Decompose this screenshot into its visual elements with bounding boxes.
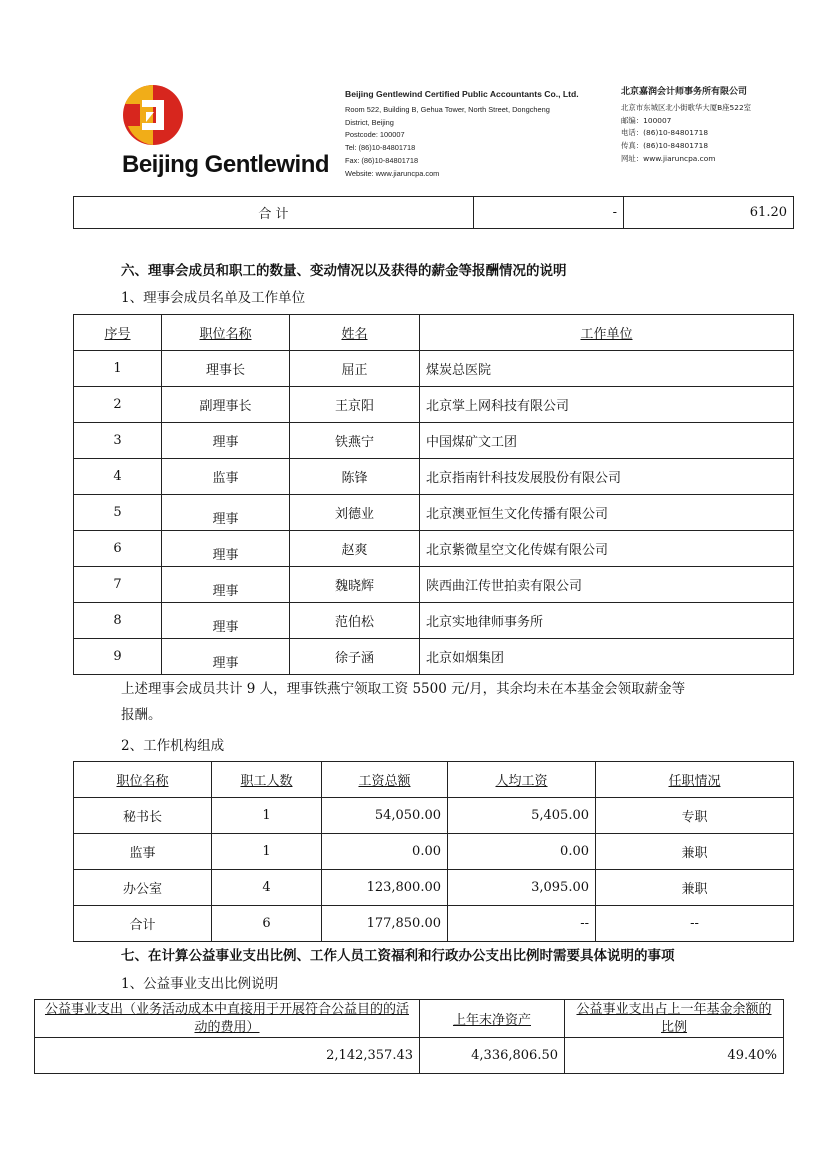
staff-position: 秘书长 — [74, 798, 212, 834]
firm-postcode-cn: 邮编：100007 — [621, 115, 672, 125]
staff-total: 123,800.00 — [322, 870, 448, 906]
board-position: 理事长 — [162, 351, 290, 387]
staff-status: 专职 — [596, 798, 794, 834]
staff-total: 54,050.00 — [322, 798, 448, 834]
board-employer: 陕西曲江传世拍卖有限公司 — [420, 567, 794, 603]
board-employer: 北京澳亚恒生文化传播有限公司 — [420, 495, 794, 531]
firm-logo-icon — [120, 82, 186, 148]
table-header-row — [74, 315, 794, 351]
table-row — [74, 531, 794, 567]
firm-website-cn: 网址：www.jiaruncpa.com — [621, 153, 716, 163]
table-row — [74, 906, 794, 942]
board-name: 赵爽 — [290, 531, 420, 567]
board-name: 范伯松 — [290, 603, 420, 639]
staff-count: 1 — [212, 834, 322, 870]
board-position: 理事 — [162, 639, 290, 675]
col-header-name: 姓名 — [290, 315, 420, 351]
board-name: 王京阳 — [290, 387, 420, 423]
board-position: 监事 — [162, 459, 290, 495]
board-note-line-2: 报酬。 — [121, 707, 162, 723]
section6-sub1: 1、理事会成员名单及工作单位 — [121, 290, 306, 306]
firm-name-en: Beijing Gentlewind Certified Public Accountants Co., Ltd. — [345, 89, 579, 99]
staff-position: 办公室 — [74, 870, 212, 906]
board-position: 理事 — [162, 531, 290, 567]
col-header-net-assets: 上年末净资产 — [420, 1000, 565, 1038]
col-header-position: 职位名称 — [162, 315, 290, 351]
board-employer: 北京如烟集团 — [420, 639, 794, 675]
total-value: 61.20 — [624, 197, 794, 229]
board-no: 1 — [74, 351, 162, 387]
firm-fax-cn: 传真：(86)10-84801718 — [621, 141, 709, 151]
firm-name-cn: 北京嘉润会计师事务所有限公司 — [621, 87, 748, 97]
board-no: 3 — [74, 423, 162, 459]
table-row — [74, 423, 794, 459]
table-row — [74, 639, 794, 675]
table-row — [74, 870, 794, 906]
section7-sub1: 1、公益事业支出比例说明 — [121, 976, 279, 992]
staff-status: 兼职 — [596, 834, 794, 870]
staff-count: 6 — [212, 906, 322, 942]
staff-total: 177,850.00 — [322, 906, 448, 942]
staff-table — [73, 761, 794, 942]
board-no: 8 — [74, 603, 162, 639]
board-name: 刘德业 — [290, 495, 420, 531]
col-header-position: 职位名称 — [74, 762, 212, 798]
firm-tel-en: Tel: (86)10-84801718 — [345, 143, 416, 153]
board-position: 理事 — [162, 423, 290, 459]
firm-tel-cn: 电话：(86)10-84801718 — [621, 128, 709, 138]
brand-name: Beijing Gentlewind — [122, 151, 330, 178]
table-row — [74, 495, 794, 531]
col-header-status: 任职情况 — [596, 762, 794, 798]
col-header-avg-salary: 人均工资 — [448, 762, 596, 798]
staff-avg: 3,095.00 — [448, 870, 596, 906]
staff-avg: 5,405.00 — [448, 798, 596, 834]
table-row — [35, 1038, 784, 1074]
col-header-no: 序号 — [74, 315, 162, 351]
board-employer: 煤炭总医院 — [420, 351, 794, 387]
board-no: 4 — [74, 459, 162, 495]
board-members-table — [73, 314, 794, 675]
total-label: 合 计 — [74, 197, 474, 229]
board-no: 5 — [74, 495, 162, 531]
col-header-total-salary: 工资总额 — [322, 762, 448, 798]
board-note — [121, 676, 793, 728]
board-position: 理事 — [162, 495, 290, 531]
table-row — [74, 567, 794, 603]
charity-expense-value: 2,142,357.43 — [35, 1038, 420, 1074]
section6-title: 六、理事会成员和职工的数量、变动情况以及获得的薪金等报酬情况的说明 — [121, 263, 567, 279]
board-name: 陈锋 — [290, 459, 420, 495]
staff-status: 兼职 — [596, 870, 794, 906]
table-header-row — [35, 1000, 784, 1038]
table-row — [74, 603, 794, 639]
table-row — [74, 459, 794, 495]
firm-postcode-en: Postcode: 100007 — [345, 130, 405, 140]
col-header-employer: 工作单位 — [420, 315, 794, 351]
firm-website-en: Website: www.jiaruncpa.com — [345, 168, 440, 178]
board-employer: 中国煤矿文工团 — [420, 423, 794, 459]
total-mid: - — [474, 197, 624, 229]
staff-count: 1 — [212, 798, 322, 834]
firm-info-english — [345, 88, 605, 181]
staff-status: -- — [596, 906, 794, 942]
table-row — [74, 387, 794, 423]
col-header-ratio: 公益事业支出占上一年基金余额的比例 — [565, 1000, 784, 1038]
board-position: 理事 — [162, 567, 290, 603]
table-row — [74, 834, 794, 870]
board-employer: 北京指南针科技发展股份有限公司 — [420, 459, 794, 495]
board-name: 魏晓辉 — [290, 567, 420, 603]
net-assets-value: 4,336,806.50 — [420, 1038, 565, 1074]
table-row — [74, 798, 794, 834]
staff-total: 0.00 — [322, 834, 448, 870]
staff-position: 合计 — [74, 906, 212, 942]
table-row — [74, 351, 794, 387]
board-no: 2 — [74, 387, 162, 423]
firm-address-en-1: Room 522, Building B, Gehua Tower, North Street, Dongcheng — [345, 104, 550, 114]
staff-count: 4 — [212, 870, 322, 906]
board-name: 屈正 — [290, 351, 420, 387]
firm-fax-en: Fax: (86)10-84801718 — [345, 155, 419, 165]
board-no: 9 — [74, 639, 162, 675]
board-employer: 北京实地律师事务所 — [420, 603, 794, 639]
board-no: 6 — [74, 531, 162, 567]
board-position: 副理事长 — [162, 387, 290, 423]
ratio-table — [34, 999, 784, 1074]
table-row — [74, 197, 794, 229]
section6-sub2: 2、工作机构组成 — [121, 738, 225, 754]
board-employer: 北京掌上网科技有限公司 — [420, 387, 794, 423]
ratio-value: 49.40% — [565, 1038, 784, 1074]
firm-address-en-2: District, Beijing — [345, 117, 394, 127]
staff-avg: -- — [448, 906, 596, 942]
col-header-charity-expense: 公益事业支出（业务活动成本中直接用于开展符合公益目的的活动的费用） — [35, 1000, 420, 1038]
board-name: 徐子涵 — [290, 639, 420, 675]
board-note-line-1: 上述理事会成员共计 9 人，理事铁燕宁领取工资 5500 元/月，其余均未在本基金会领取薪金等 — [121, 681, 686, 697]
board-no: 7 — [74, 567, 162, 603]
board-position: 理事 — [162, 603, 290, 639]
staff-position: 监事 — [74, 834, 212, 870]
staff-avg: 0.00 — [448, 834, 596, 870]
firm-address-cn: 北京市东城区北小街歌华大厦B座522室 — [621, 102, 752, 112]
board-name: 铁燕宁 — [290, 423, 420, 459]
section7-title: 七、在计算公益事业支出比例、工作人员工资福利和行政办公支出比例时需要具体说明的事项 — [121, 948, 675, 964]
firm-info-chinese — [621, 86, 811, 166]
total-row-table — [73, 196, 794, 229]
board-employer: 北京紫微星空文化传媒有限公司 — [420, 531, 794, 567]
col-header-count: 职工人数 — [212, 762, 322, 798]
table-header-row — [74, 762, 794, 798]
